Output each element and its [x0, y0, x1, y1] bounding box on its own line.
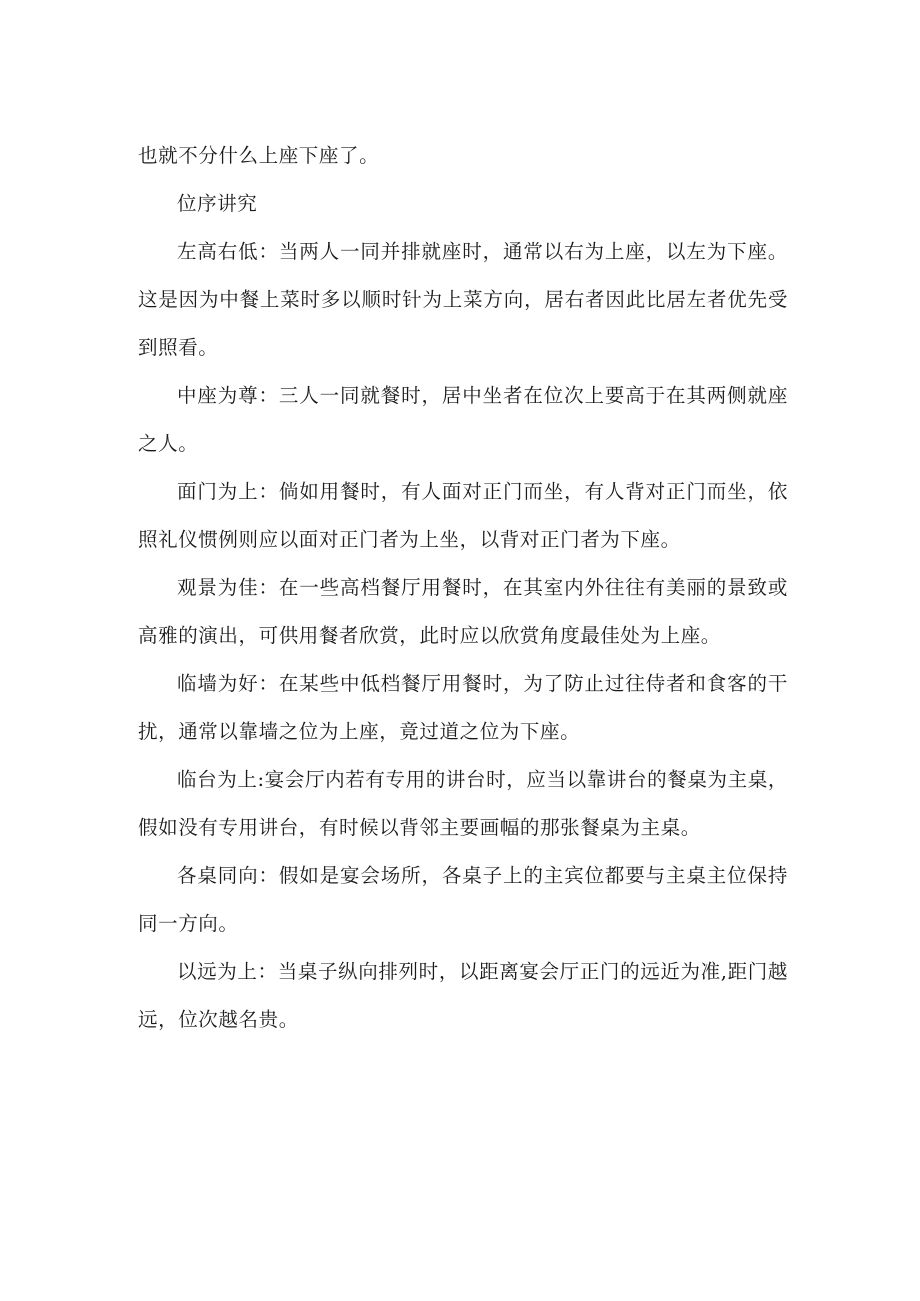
- paragraph-left-high-right-low: 左高右低：当两人一同并排就座时，通常以右为上座，以左为下座。这是因为中餐上菜时多以顺时针为上菜方向，居右者因此比居左者优先受到照看。: [138, 240, 788, 359]
- paragraph-far-is-higher: 以远为上：当桌子纵向排列时，以距离宴会厅正门的远近为准,距门越远，位次越名贵。: [138, 960, 788, 1031]
- paragraph-stage-side: 临台为上:宴会厅内若有专用的讲台时，应当以靠讲台的餐桌为主桌，假如没有专用讲台，有时候以背邻主要画幅的那张餐桌为主桌。: [138, 768, 788, 839]
- document-page: [138, 132, 788, 1044]
- paragraph-scenery: 观景为佳：在一些高档餐厅用餐时，在其室内外往往有美丽的景致或高雅的演出，可供用餐者欣赏，此时应以欣赏角度最佳处为上座。: [138, 576, 788, 647]
- paragraph-wall-side: 临墙为好：在某些中低档餐厅用餐时，为了防止过往侍者和食客的干扰，通常以靠墙之位为上座，竟过道之位为下座。: [138, 672, 788, 743]
- paragraph-center-seat: 中座为尊：三人一同就餐时，居中坐者在位次上要高于在其两侧就座之人。: [138, 384, 788, 455]
- section-heading: 位序讲究: [177, 192, 258, 215]
- paragraph-facing-door: 面门为上：倘如用餐时，有人面对正门而坐，有人背对正门而坐，依照礼仪惯例则应以面对正门者为上坐，以背对正门者为下座。: [138, 480, 788, 551]
- paragraph-continuation: 也就不分什么上座下座了。: [138, 144, 380, 167]
- paragraph-same-direction: 各桌同向：假如是宴会场所，各桌子上的主宾位都要与主桌主位保持同一方向。: [138, 864, 788, 935]
